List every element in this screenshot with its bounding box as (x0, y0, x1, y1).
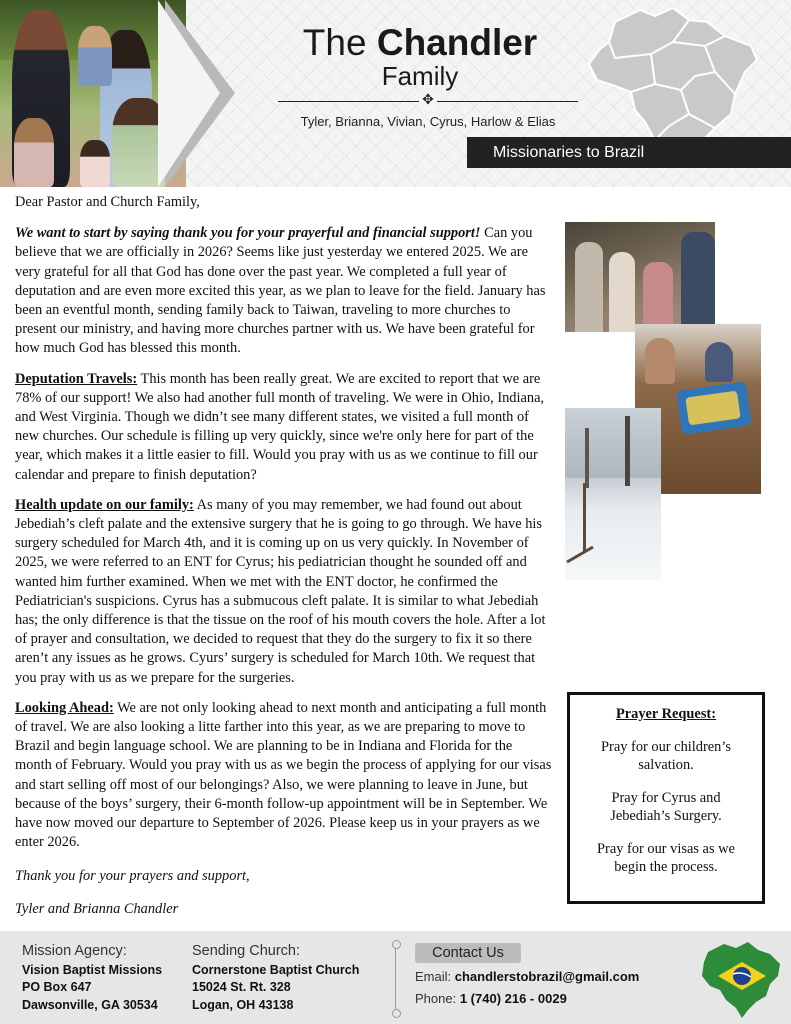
church-city: Logan, OH 43138 (192, 997, 294, 1012)
family-names: Tyler, Brianna, Vivian, Cyrus, Harlow & Elias (300, 114, 556, 129)
church-name: Cornerstone Baptist Church (192, 962, 360, 977)
ornament-icon: ✥ (419, 92, 437, 110)
child-figure (14, 118, 54, 187)
agency-city: Dawsonville, GA 30534 (22, 997, 158, 1012)
email-line (415, 969, 639, 984)
contact-us-label: Contact Us (415, 943, 521, 963)
section-looking-ahead (15, 699, 552, 853)
church-photo (565, 222, 715, 332)
prayer-heading: Prayer Request: (615, 706, 717, 722)
intro-bold: We want to start by saying thank you for your prayerful and financial support! (15, 225, 481, 242)
agency-address: PO Box 647 (22, 980, 92, 994)
title-prefix: The (302, 22, 367, 63)
prayer-item: Pray for our children’s salvation. (601, 738, 731, 773)
snow-photo (565, 408, 661, 580)
section-text: As many of you may remember, we had found out about Jebediah’s cleft palate and the extensive surgery that he is going to go through. We have his surgery scheduled for March 4th, and it is coming up on us very quickly. In November of 2025, we were referred to an ENT for Cyrus; his pediatrician thought he sounded off and wanted him further examined. When we met with the ENT doctor, he confirmed the Pediatrician's suspicions. Cyrus has a submucous cleft palate. It is similar to what Jebediah has; the only difference is that the tissue on the roof of his mouth covers the hole. After a lot of prayer and consultation, we decided to request that they do the surgery to fix it so there aren’t any issues as he grows. Cyurs’ surgery is scheduled for March 10th. We request that you pray with us as we prepare for the surgeries. (15, 496, 546, 686)
section-heading: Deputation Travels: (15, 370, 138, 387)
section-deputation (15, 370, 552, 485)
email-link[interactable]: chandlerstobrazil@gmail.com (454, 969, 640, 984)
banner-label: Missionaries to Brazil (493, 144, 645, 161)
mission-agency (22, 943, 162, 1014)
sending-church (192, 943, 359, 1014)
email-label: Email: (415, 969, 455, 984)
closing: Thank you for your prayers and support, (15, 867, 250, 884)
agency-label: Mission Agency: (22, 943, 127, 959)
title-surname: Chandler (376, 22, 538, 63)
church-address: 15024 St. Rt. 328 (192, 980, 291, 994)
prayer-item: Pray for Cyrus and Jebediah’s Surgery. (610, 789, 722, 824)
missionaries-banner (467, 137, 791, 168)
toddler-figure (78, 26, 112, 86)
signature: Tyler and Brianna Chandler (15, 900, 179, 917)
header (0, 0, 791, 187)
section-text: This month has been really great. We are excited to report that we are 78% of our support! We also had another full month of traveling. We were in Ohio, Indiana, and West Virginia. Though we didn’t see many different states, we visited a full month of new churches. Our schedule is filling up very quickly, since we're only here for part of the year, which makes it a little easier to fill. Would you pray with us as we continue to fill our calendar and prepare to finish deputation? (15, 370, 545, 483)
phone-label: Phone: (415, 991, 460, 1006)
section-heading: Looking Ahead: (15, 699, 114, 716)
footer-divider (395, 943, 396, 1013)
church-label: Sending Church: (192, 943, 301, 959)
phone-number[interactable]: 1 (740) 216 - 0029 (459, 991, 567, 1006)
photo-collage (565, 220, 765, 590)
page-subtitle: Family (381, 61, 459, 91)
page-title (270, 22, 570, 64)
prayer-request-box (567, 692, 765, 904)
child-figure (80, 140, 110, 187)
salutation: Dear Pastor and Church Family, (15, 194, 200, 210)
brazil-flag-map-icon (698, 938, 784, 1020)
section-health (15, 496, 552, 688)
letter-body (15, 193, 552, 930)
phone-line (415, 991, 567, 1006)
section-heading: Health update on our family: (15, 496, 194, 513)
prayer-item: Pray for our visas as we begin the process. (597, 840, 735, 875)
footer (0, 931, 791, 1024)
agency-name: Vision Baptist Missions (22, 962, 163, 977)
intro-paragraph (15, 224, 552, 358)
section-text: We are not only looking ahead to next month and anticipating a full month of travel. We are also looking a litte farther into this year, as we are preparing to move to Brazil and begin language school. We are planning to be in Indiana and Florida for the month of February. Would you pray with us as we begin the process of applying for our visas and start selling off most of our belongings? Also, we were planning to leave in June, but because of the boys’ surgery, their 6-month follow-up appointment will be in September. We have now moved our departure to September of 2026. Please keep us in your prayers as we enter 2026. (15, 699, 552, 851)
intro-text: Can you believe that we are officially in 2026? Seems like just yesterday we entered 2025. We are very grateful for all that God has done over the past year. We completed a full year of deputation and are even more excited this year, as we plan to leave for the field. January has been an eventful month, sending family back to Taiwan, traveling to more churches to present our ministry, and having more churches partner with us. We have been grateful for how much God has blessed this month. (15, 225, 546, 357)
